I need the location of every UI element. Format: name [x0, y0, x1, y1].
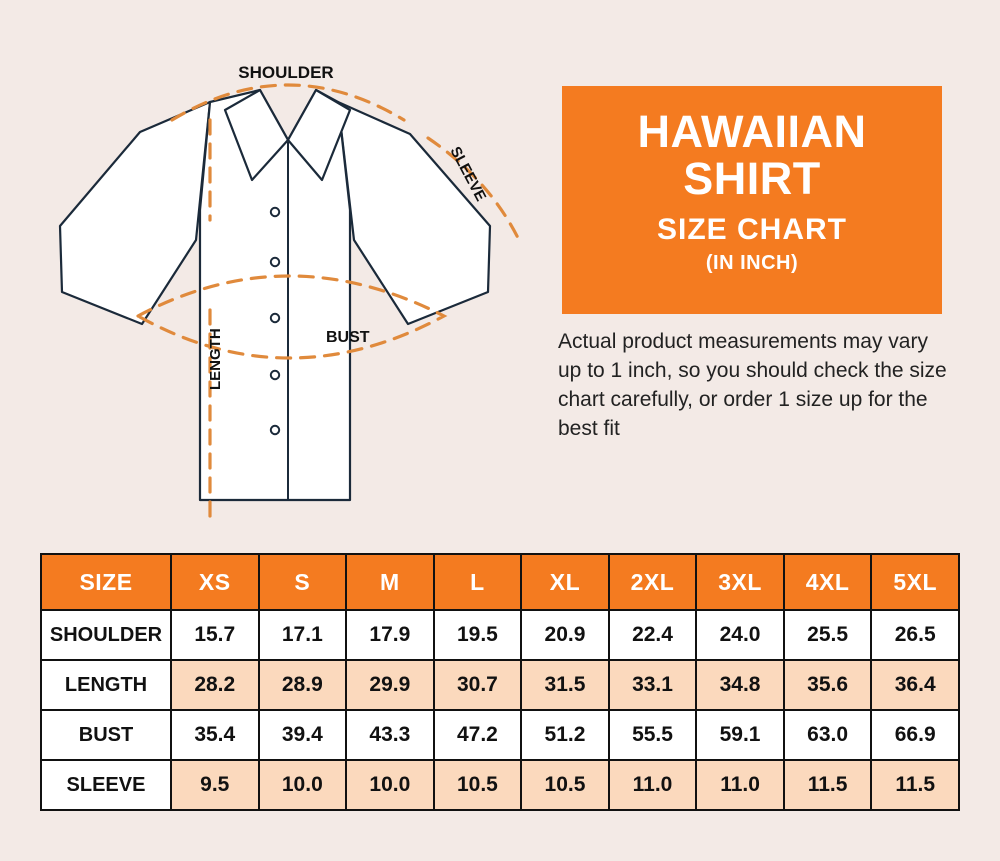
- table-header-cell: XL: [521, 554, 609, 610]
- table-cell: 19.5: [434, 610, 522, 660]
- table-header-cell: L: [434, 554, 522, 610]
- table-cell: 66.9: [871, 710, 959, 760]
- table-cell: 30.7: [434, 660, 522, 710]
- row-label: SHOULDER: [41, 610, 171, 660]
- table-cell: 33.1: [609, 660, 697, 710]
- shirt-illustration: [20, 30, 560, 530]
- title-card: [562, 86, 942, 314]
- table-cell: 35.6: [784, 660, 872, 710]
- table-cell: 25.5: [784, 610, 872, 660]
- length-label: LENGTH: [207, 328, 224, 390]
- table-cell: 59.1: [696, 710, 784, 760]
- table-cell: 22.4: [609, 610, 697, 660]
- table-cell: 20.9: [521, 610, 609, 660]
- bust-label: BUST: [326, 329, 370, 346]
- table-header-cell: 2XL: [609, 554, 697, 610]
- size-table-container: [40, 553, 960, 811]
- table-cell: 9.5: [171, 760, 259, 810]
- table-header-cell: M: [346, 554, 434, 610]
- table-header-row: [41, 554, 959, 610]
- title-line-4: (IN INCH): [705, 251, 799, 274]
- table-cell: 17.9: [346, 610, 434, 660]
- measurement-note: Actual product measurements may vary up to 1 inch, so you should check the size chart carefully, or order 1 size up for the best fit: [558, 330, 947, 440]
- table-row: [41, 760, 959, 810]
- table-header-cell: S: [259, 554, 347, 610]
- table-cell: 28.2: [171, 660, 259, 710]
- table-cell: 10.0: [346, 760, 434, 810]
- table-header-cell: SIZE: [41, 554, 171, 610]
- table-header-cell: XS: [171, 554, 259, 610]
- shoulder-label: SHOULDER: [238, 63, 334, 82]
- size-chart-table: [40, 553, 960, 811]
- table-cell: 47.2: [434, 710, 522, 760]
- table-cell: 51.2: [521, 710, 609, 760]
- shirt-diagram-svg: [20, 30, 560, 530]
- title-line-3: SIZE CHART: [657, 212, 847, 246]
- table-cell: 31.5: [521, 660, 609, 710]
- row-label: SLEEVE: [41, 760, 171, 810]
- title-line-2: SHIRT: [683, 153, 821, 205]
- table-header-cell: 3XL: [696, 554, 784, 610]
- table-cell: 35.4: [171, 710, 259, 760]
- table-cell: 39.4: [259, 710, 347, 760]
- table-cell: 10.5: [521, 760, 609, 810]
- sleeve-label: SLEEVE: [446, 143, 490, 205]
- title-line-1: HAWAIIAN: [637, 106, 867, 157]
- table-cell: 10.0: [259, 760, 347, 810]
- table-cell: 17.1: [259, 610, 347, 660]
- table-row: [41, 610, 959, 660]
- table-cell: 34.8: [696, 660, 784, 710]
- table-cell: 10.5: [434, 760, 522, 810]
- right-sleeve-shape: [338, 102, 490, 324]
- table-cell: 63.0: [784, 710, 872, 760]
- table-cell: 11.0: [696, 760, 784, 810]
- table-cell: 15.7: [171, 610, 259, 660]
- table-cell: 11.0: [609, 760, 697, 810]
- table-cell: 36.4: [871, 660, 959, 710]
- table-header-cell: 4XL: [784, 554, 872, 610]
- table-row: [41, 660, 959, 710]
- row-label: LENGTH: [41, 660, 171, 710]
- table-cell: 55.5: [609, 710, 697, 760]
- table-cell: 11.5: [784, 760, 872, 810]
- table-cell: 29.9: [346, 660, 434, 710]
- table-cell: 28.9: [259, 660, 347, 710]
- table-row: [41, 710, 959, 760]
- table-cell: 11.5: [871, 760, 959, 810]
- table-cell: 24.0: [696, 610, 784, 660]
- table-header-cell: 5XL: [871, 554, 959, 610]
- left-sleeve-shape: [60, 102, 210, 324]
- table-cell: 43.3: [346, 710, 434, 760]
- row-label: BUST: [41, 710, 171, 760]
- table-cell: 26.5: [871, 610, 959, 660]
